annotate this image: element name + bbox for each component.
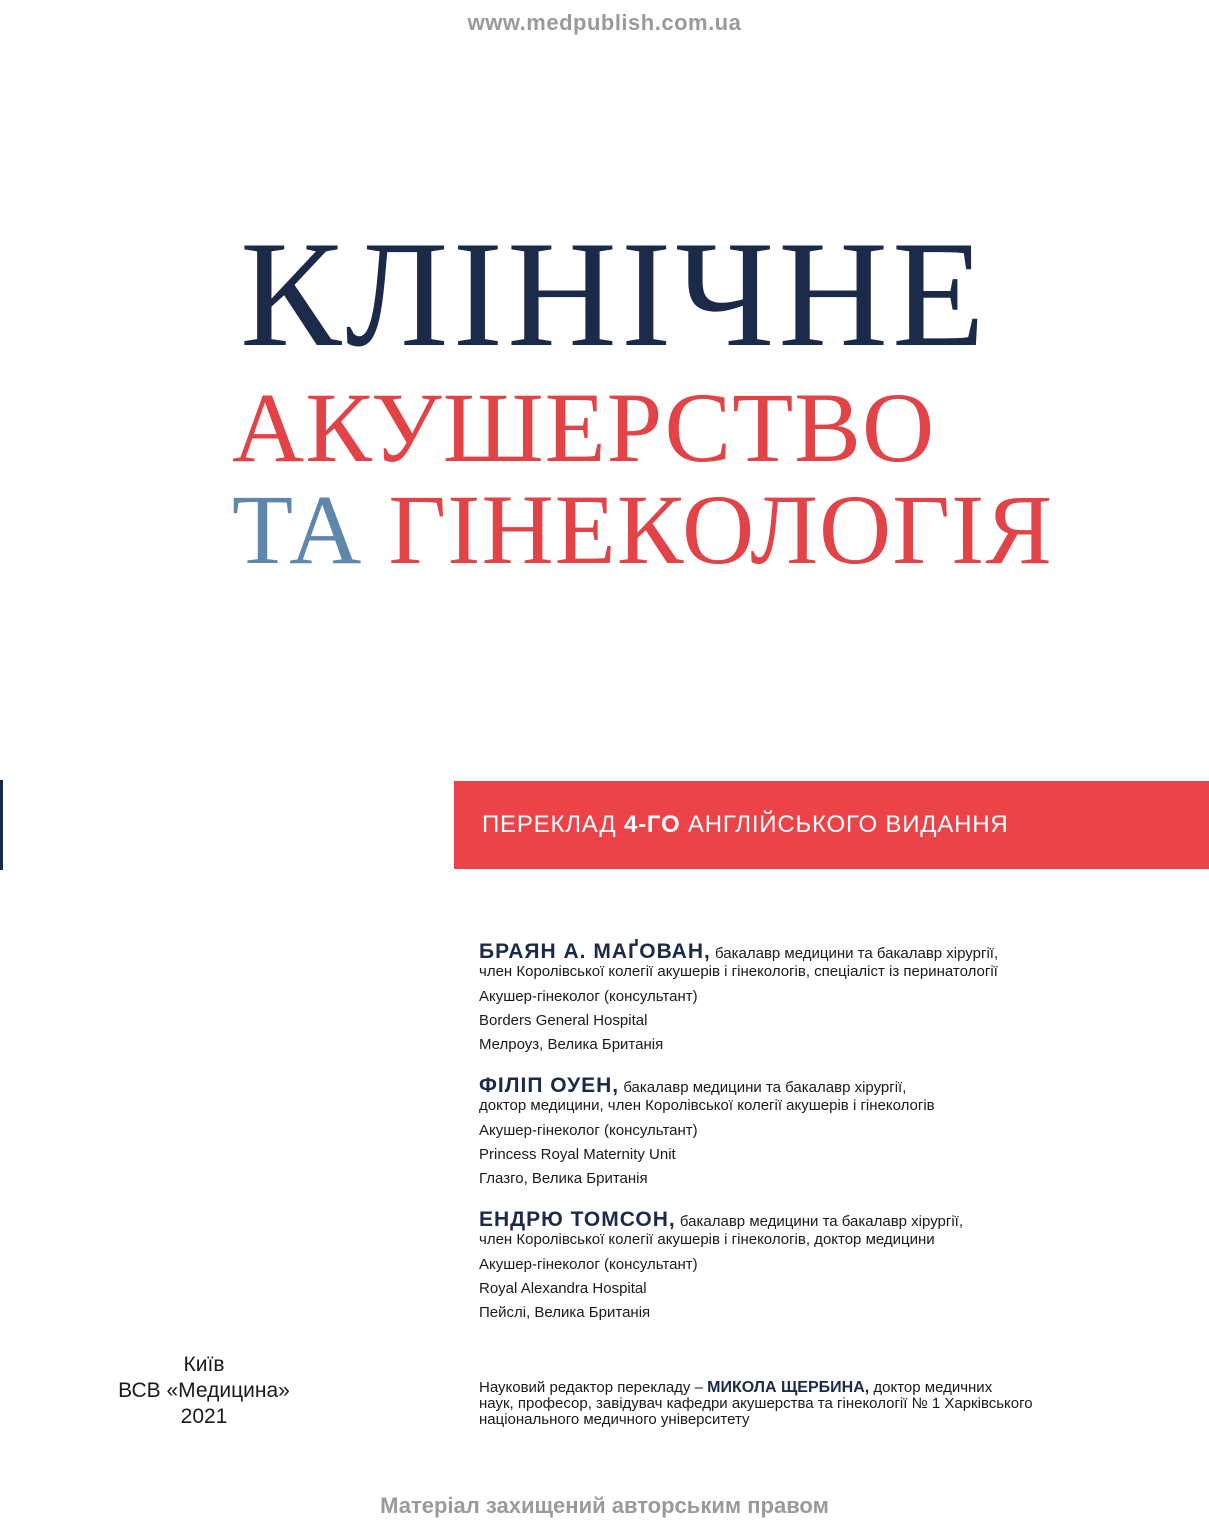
author-degrees-continued: член Королівської колегії акушерів і гінекологів, спеціаліст із перинатології <box>479 963 998 980</box>
author-list <box>479 940 1099 1345</box>
author-degrees-continued: член Королівської колегії акушерів і гінекологів, доктор медицини <box>479 1231 935 1248</box>
editor-note-prefix: Науковий редактор перекладу – <box>479 1379 703 1396</box>
author-name: БРАЯН А. МАҐОВАН, <box>479 940 711 963</box>
editor-credentials-line-3: національного медичного університету <box>479 1411 750 1428</box>
book-title-line-3 <box>232 474 1054 585</box>
edition-banner-suffix: АНГЛІЙСЬКОГО ВИДАННЯ <box>687 811 1009 838</box>
author-location: Глазго, Велика Британія <box>479 1170 648 1187</box>
author-name: ФІЛІП ОУЕН, <box>479 1074 620 1097</box>
author-position: Акушер-гінеколог (консультант) <box>479 988 698 1005</box>
editor-credentials-line-2: наук, професор, завідувач кафедри акушерства та гінекології № 1 Харківського <box>479 1395 1033 1412</box>
author-institution: Royal Alexandra Hospital <box>479 1280 647 1297</box>
book-title-line-3-part-1: ТА <box>232 474 363 585</box>
author-location: Мелроуз, Велика Британія <box>479 1036 664 1053</box>
author-degrees-continued: доктор медицини, член Королівської колегії акушерів і гінекологів <box>479 1097 935 1114</box>
author-entry <box>479 940 1099 1057</box>
author-institution: Princess Royal Maternity Unit <box>479 1146 676 1163</box>
book-title-line-2: АКУШЕРСТВО <box>232 372 936 483</box>
author-degrees: бакалавр медицини та бакалавр хірургії, <box>623 1079 907 1096</box>
book-title-line-3-part-2: ГІНЕКОЛОГІЯ <box>388 474 1054 585</box>
author-entry <box>479 1208 1099 1325</box>
publisher-city: Київ <box>183 1353 225 1376</box>
edition-banner <box>454 781 1209 869</box>
edition-banner-number: 4-ГО <box>623 811 681 838</box>
edge-marker <box>0 780 3 870</box>
author-entry <box>479 1074 1099 1191</box>
author-name: ЕНДРЮ ТОМСОН, <box>479 1208 676 1231</box>
site-url: www.medpublish.com.ua <box>467 10 742 35</box>
book-title-line-1: КЛІНІЧНЕ <box>240 210 989 378</box>
copyright-notice: Матеріал захищений авторським правом <box>380 1493 829 1518</box>
edition-banner-prefix: ПЕРЕКЛАД <box>482 811 617 838</box>
editor-credentials: доктор медичних <box>873 1379 993 1396</box>
publication-year: 2021 <box>180 1405 228 1428</box>
author-degrees: бакалавр медицини та бакалавр хірургії, <box>679 1213 964 1230</box>
author-location: Пейслі, Велика Британія <box>479 1304 651 1321</box>
editor-name: МИКОЛА ЩЕРБИНА, <box>707 1379 870 1396</box>
author-institution: Borders General Hospital <box>479 1012 648 1029</box>
scientific-editor-note <box>479 1380 1119 1428</box>
author-position: Акушер-гінеколог (консультант) <box>479 1256 698 1273</box>
publisher-name: ВСВ «Медицина» <box>118 1379 290 1402</box>
author-degrees: бакалавр медицини та бакалавр хірургії, <box>715 945 999 962</box>
publisher-block <box>88 1352 320 1430</box>
author-position: Акушер-гінеколог (консультант) <box>479 1122 698 1139</box>
